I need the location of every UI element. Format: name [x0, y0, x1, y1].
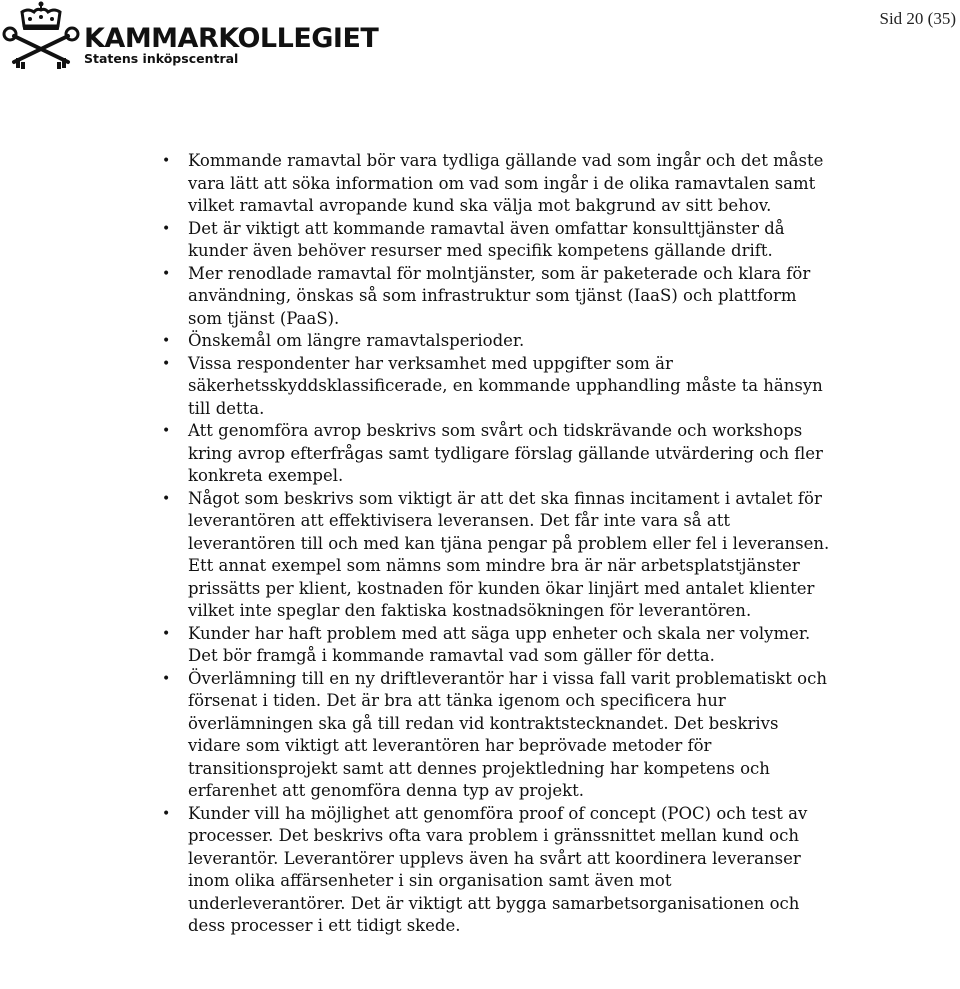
bullet-icon: •: [162, 423, 171, 439]
list-item: [150, 218, 830, 263]
list-item-text: Vissa respondenter har verksamhet med uppgifter som är säkerhetsskyddsklassificerade, en kommande upphandling måste ta hänsyn till detta.: [188, 353, 823, 418]
logo-name: KAMMARKOLLEGIET: [84, 23, 379, 54]
bullet-icon: •: [162, 625, 171, 642]
list-item: [150, 150, 830, 218]
crown-and-keys-icon: [0, 0, 82, 70]
list-item: [150, 803, 830, 938]
list-item-text: Mer renodlade ramavtal för molntjänster, som är paketerade och klara för användning, önskas så som infrastruktur som tjänst (IaaS) och plattform som tjänst (PaaS).: [188, 263, 811, 328]
list-item-text: Önskemål om längre ramavtalsperioder.: [188, 331, 525, 350]
list-item: [150, 488, 830, 623]
bullet-icon: •: [162, 670, 171, 687]
list-item-text: Kommande ramavtal bör vara tydliga gällande vad som ingår och det måste vara lätt att söka information om vad som ingår i de olika ramavtalen samt vilket ramavtal avropande kund ska välja mot bakgrund av sitt behov.: [188, 151, 824, 215]
bullet-icon: •: [162, 333, 171, 349]
list-item: [150, 353, 830, 421]
bullet-icon: •: [162, 153, 171, 169]
bullet-icon: •: [162, 805, 171, 822]
list-item-text: Att genomföra avrop beskrivs som svårt och tidskrävande och workshops kring avrop efterfrågas samt tydligare förslag gällande utvärdering och fler konkreta exempel.: [188, 421, 823, 485]
list-item-text: Kunder har haft problem med att säga upp enheter och skala ner volymer. Det bör framgå i kommande ramavtal vad som gäller för detta.: [188, 623, 811, 665]
bullet-list: [150, 150, 830, 938]
list-item: [150, 668, 830, 803]
page-number: Sid 20 (35): [879, 9, 956, 28]
bullet-icon: •: [162, 490, 171, 507]
page-header: [0, 0, 960, 80]
kammarkollegiet-logo: [0, 0, 379, 70]
list-item: [150, 263, 830, 331]
bullet-icon: •: [162, 355, 171, 372]
bullet-icon: •: [162, 265, 171, 282]
list-item-text: Kunder vill ha möjlighet att genomföra proof of concept (POC) och test av processer. Det beskrivs ofta vara problem i gränssnittet mellan kund och leverantör. Leverantörer upplevs även ha svårt att koordinera leveranser inom olika affärsenheter i sin organisation samt även mot underleverantörer. Det är viktigt att bygga samarbetsorganisationen och dess processer i ett tidigt skede.: [188, 803, 808, 935]
list-item: [150, 420, 830, 488]
list-item: [150, 623, 830, 668]
list-item-text: Överlämning till en ny driftleverantör har i vissa fall varit problematiskt och försenat i tiden. Det är bra att tänka igenom och specificera hur överlämningen ska gå till redan vid kontraktstecknandet. Det beskrivs vidare som viktigt att leverantören har beprövade metoder för transitionsprojekt samt att dennes projektledning har kompetens och erfarenhet att genomföra denna typ av projekt.: [188, 668, 827, 800]
list-item: [150, 330, 830, 353]
list-item-text: Något som beskrivs som viktigt är att det ska finnas incitament i avtalet för leverantören att effektivisera leveransen. Det får inte vara så att leverantören till och med kan tjäna pengar på problem eller fel i leveransen. Ett annat exempel som nämns som mindre bra är när arbetsplatstjänster prissätts per klient, kostnaden för kunden ökar linjärt med antalet klienter vilket inte speglar den faktiska kostnadsökningen för leverantören.: [188, 488, 830, 620]
logo-subtitle: Statens inköpscentral: [84, 51, 239, 66]
bullet-icon: •: [162, 220, 171, 237]
list-item-text: Det är viktigt att kommande ramavtal även omfattar konsulttjänster då kunder även behöver resurser med specifik kompetens gällande drift.: [188, 218, 785, 260]
